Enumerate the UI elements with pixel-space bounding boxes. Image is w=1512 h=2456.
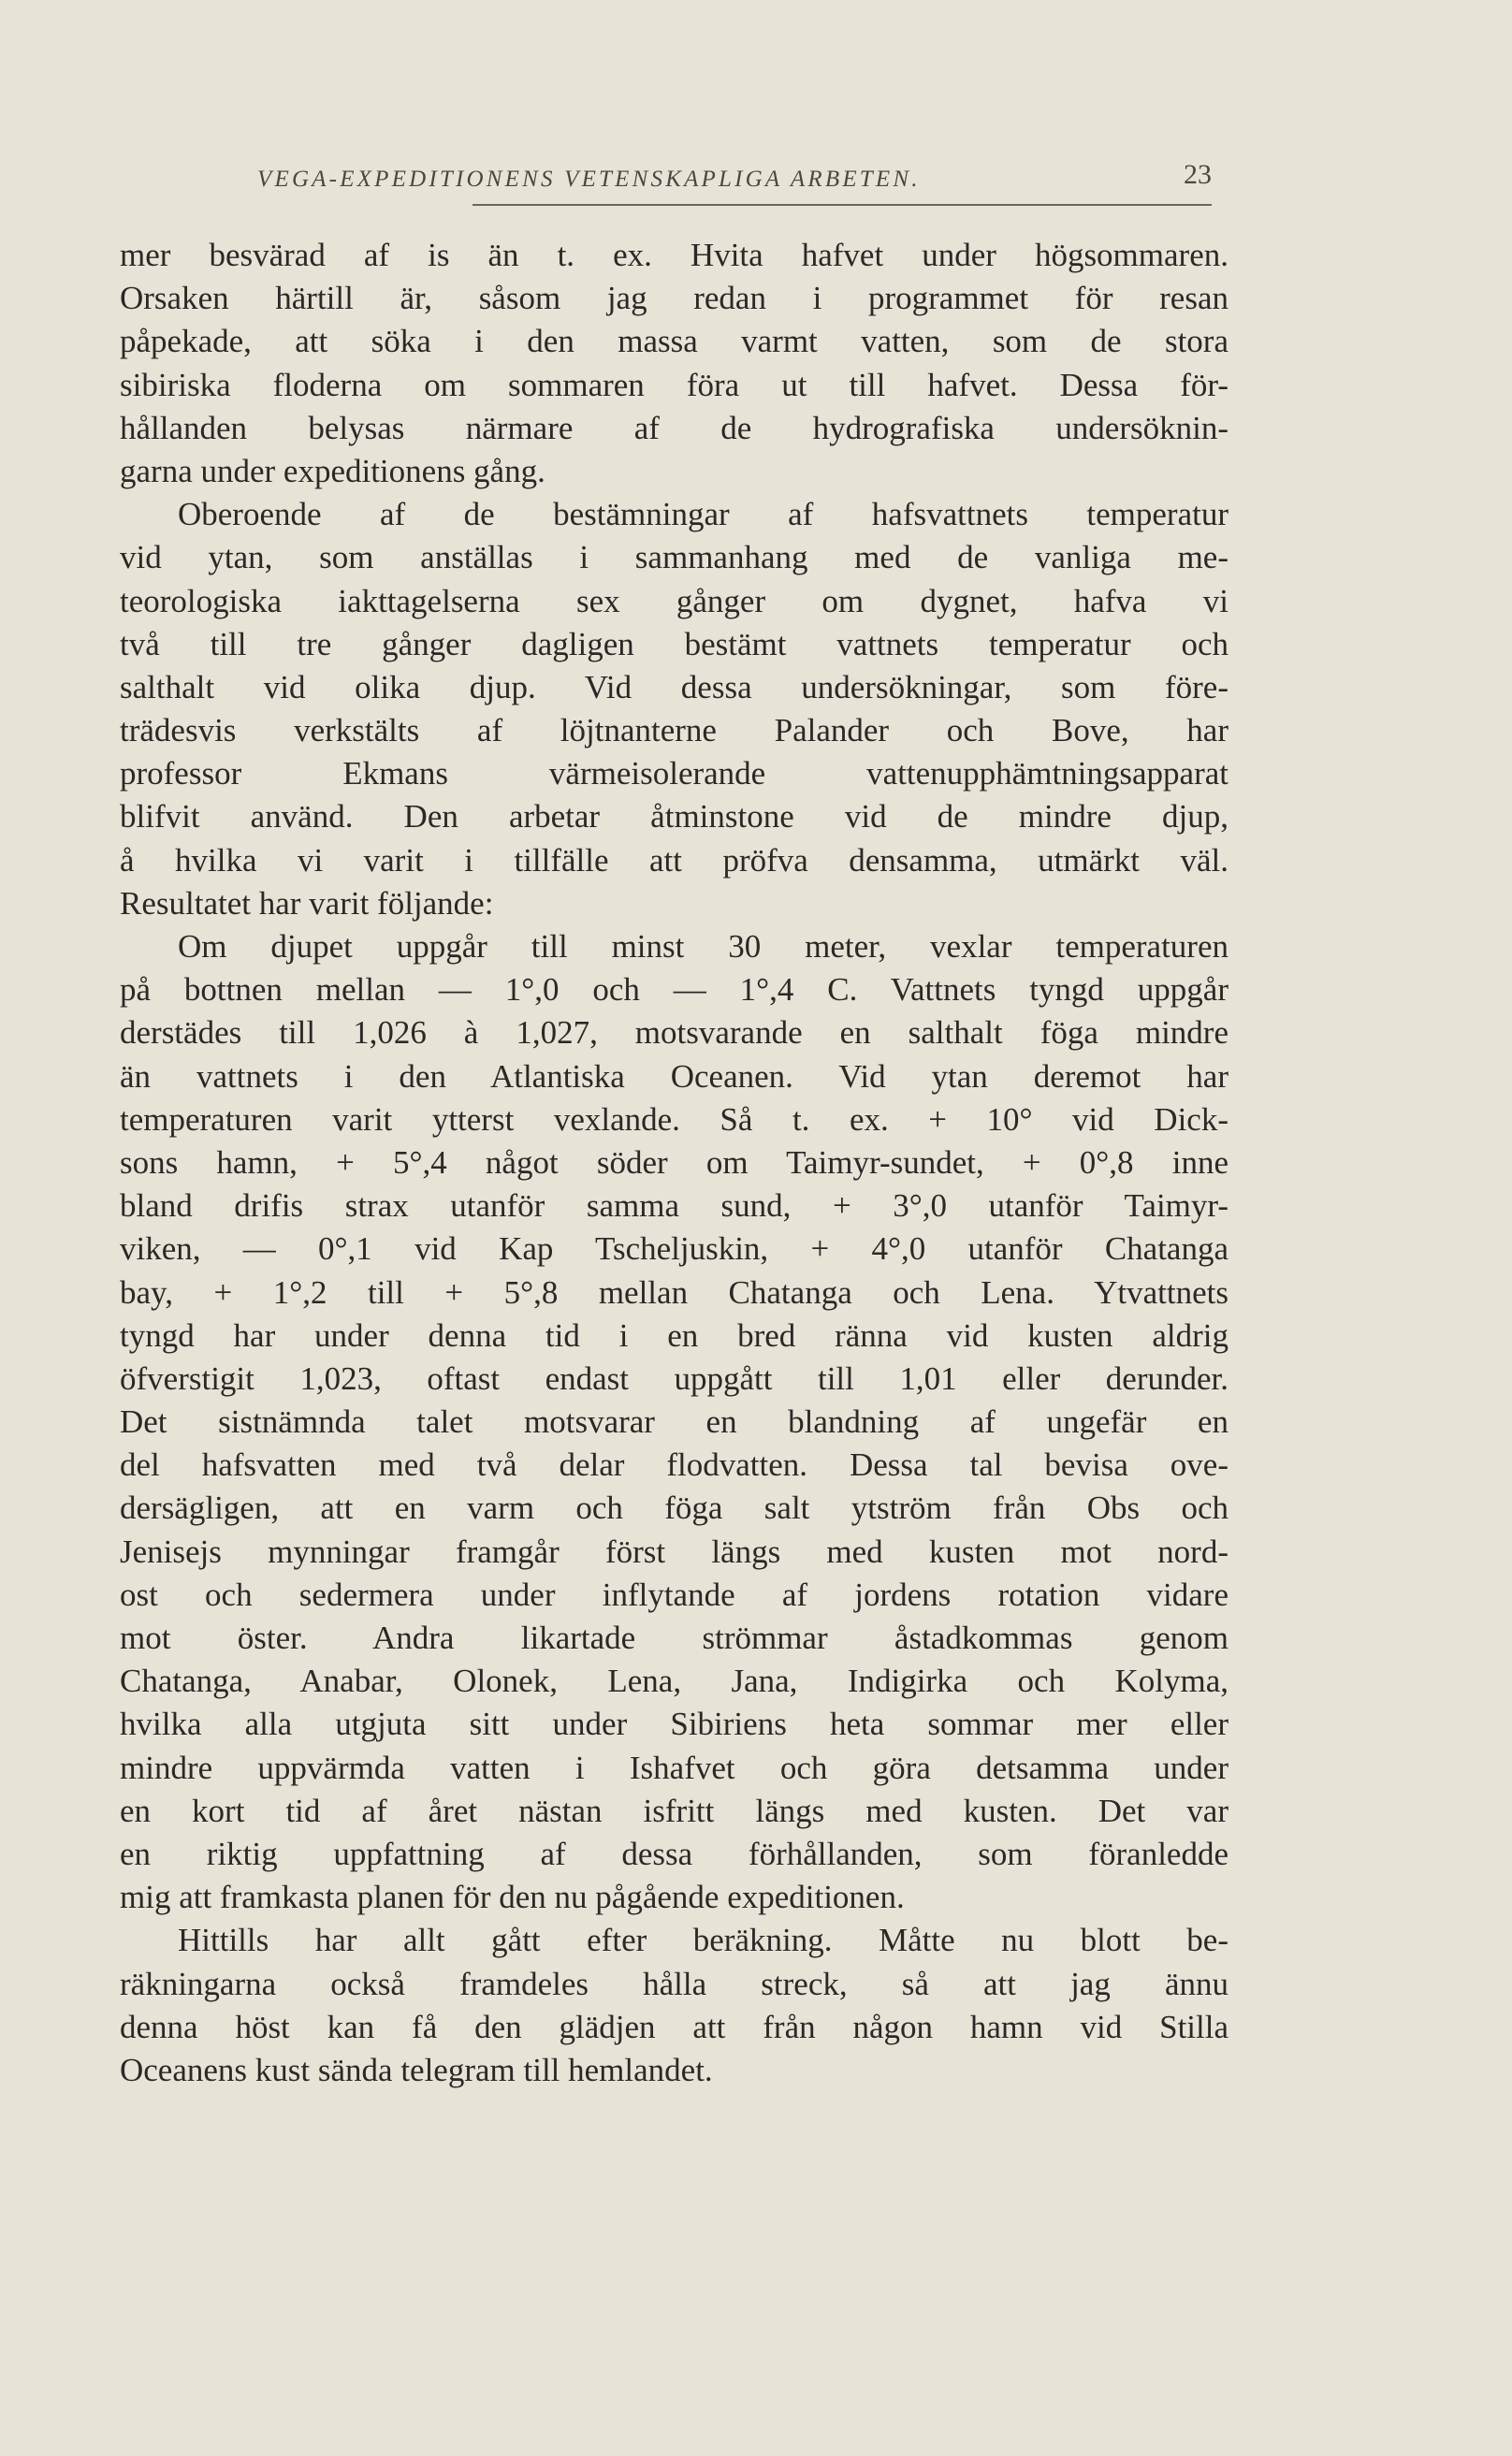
- running-head: [257, 159, 1212, 206]
- text-line: Hittills har allt gått efter beräkning. Måtte nu blott be-: [178, 1922, 1228, 1959]
- text-line: påpekade, att söka i den massa varmt vatten, som de stora: [120, 323, 1228, 360]
- text-line: vid ytan, som anställas i sammanhang med de vanliga me-: [120, 539, 1228, 576]
- text-line: denna höst kan få den glädjen att från någon hamn vid Stilla: [120, 2008, 1228, 2045]
- text-line: derstädes till 1,026 à 1,027, motsvarande en salthalt föga mindre: [120, 1014, 1228, 1052]
- text-line: Orsaken härtill är, såsom jag redan i programmet för resan: [120, 280, 1228, 317]
- text-line: garna under expeditionens gång.: [120, 452, 545, 489]
- text-line: trädesvis verkstälts af löjtnanterne Palander och Bove, har: [120, 712, 1228, 749]
- page-number: 23: [1184, 159, 1212, 190]
- text-line: mindre uppvärmda vatten i Ishafvet och göra detsamma under: [120, 1749, 1228, 1786]
- text-line: en kort tid af året nästan isfritt längs med kusten. Det var: [120, 1792, 1228, 1829]
- text-line: Om djupet uppgår till minst 30 meter, vexlar temperaturen: [178, 928, 1228, 965]
- text-line: hållanden belysas närmare af de hydrografiska undersöknin-: [120, 409, 1228, 446]
- text-line: mig att framkasta planen för den nu pågående expeditionen.: [120, 1879, 905, 1916]
- text-line: än vattnets i den Atlantiska Oceanen. Vid ytan deremot har: [120, 1057, 1228, 1095]
- text-line: mer besvärad af is än t. ex. Hvita hafvet under högsommaren.: [120, 237, 1228, 273]
- text-line: två till tre gånger dagligen bestämt vattnets temperatur och: [120, 625, 1228, 662]
- text-line: tyngd har under denna tid i en bred ränna vid kusten aldrig: [120, 1316, 1228, 1354]
- text-line: på bottnen mellan — 1°,0 och — 1°,4 C. Vattnets tyngd uppgår: [120, 971, 1228, 1009]
- text-line: Oberoende af de bestämningar af hafsvattnets temperatur: [178, 496, 1228, 533]
- body-text: [120, 234, 1228, 2092]
- text-line: salthalt vid olika djup. Vid dessa undersökningar, som före-: [120, 668, 1228, 705]
- text-line: ost och sedermera under inflytande af jordens rotation vidare: [120, 1576, 1228, 1613]
- text-line: mot öster. Andra likartade strömmar åstadkommas genom: [120, 1620, 1228, 1656]
- text-line: Jenisejs mynningar framgår först längs med kusten mot nord-: [120, 1533, 1228, 1570]
- text-line: temperaturen varit ytterst vexlande. Så t. ex. + 10° vid Dick-: [120, 1100, 1228, 1138]
- text-line: hvilka alla utgjuta sitt under Sibiriens heta sommar mer eller: [120, 1706, 1228, 1743]
- header-rule: [472, 204, 1212, 206]
- text-line: Oceanens kust sända telegram till hemlandet.: [120, 2051, 713, 2088]
- text-line: dersägligen, att en varm och föga salt ytström från Obs och: [120, 1490, 1228, 1527]
- text-line: bay, + 1°,2 till + 5°,8 mellan Chatanga och Lena. Ytvattnets: [120, 1273, 1228, 1311]
- text-line: professor Ekmans värmeisolerande vattenupphämtningsapparat: [120, 755, 1228, 792]
- text-line: Resultatet har varit följande:: [120, 884, 494, 922]
- text-line: sons hamn, + 5°,4 något söder om Taimyr-sundet, + 0°,8 inne: [120, 1143, 1228, 1181]
- text-line: blifvit använd. Den arbetar åtminstone vid de mindre djup,: [120, 798, 1228, 836]
- text-line: å hvilka vi varit i tillfälle att pröfva densamma, utmärkt väl.: [120, 841, 1228, 879]
- text-line: viken, — 0°,1 vid Kap Tscheljuskin, + 4°,0 utanför Chatanga: [120, 1230, 1228, 1268]
- text-line: Det sistnämnda talet motsvarar en blandning af ungefär en: [120, 1403, 1228, 1441]
- text-line: teorologiska iakttagelserna sex gånger om dygnet, hafva vi: [120, 582, 1228, 619]
- text-line: del hafsvatten med två delar flodvatten. Dessa tal bevisa ove-: [120, 1446, 1228, 1484]
- running-title: VEGA-EXPEDITIONENS VETENSKAPLIGA ARBETEN.: [257, 167, 921, 192]
- text-line: öfverstigit 1,023, oftast endast uppgått till 1,01 eller derunder.: [120, 1359, 1228, 1397]
- text-line: sibiriska floderna om sommaren föra ut till hafvet. Dessa för-: [120, 366, 1228, 403]
- text-line: räkningarna också framdeles hålla streck, så att jag ännu: [120, 1965, 1228, 2002]
- text-line: bland drifis strax utanför samma sund, + 3°,0 utanför Taimyr-: [120, 1187, 1228, 1225]
- text-line: Chatanga, Anabar, Olonek, Lena, Jana, Indigirka och Kolyma,: [120, 1663, 1228, 1700]
- text-line: en riktig uppfattning af dessa förhållanden, som föranledde: [120, 1835, 1228, 1872]
